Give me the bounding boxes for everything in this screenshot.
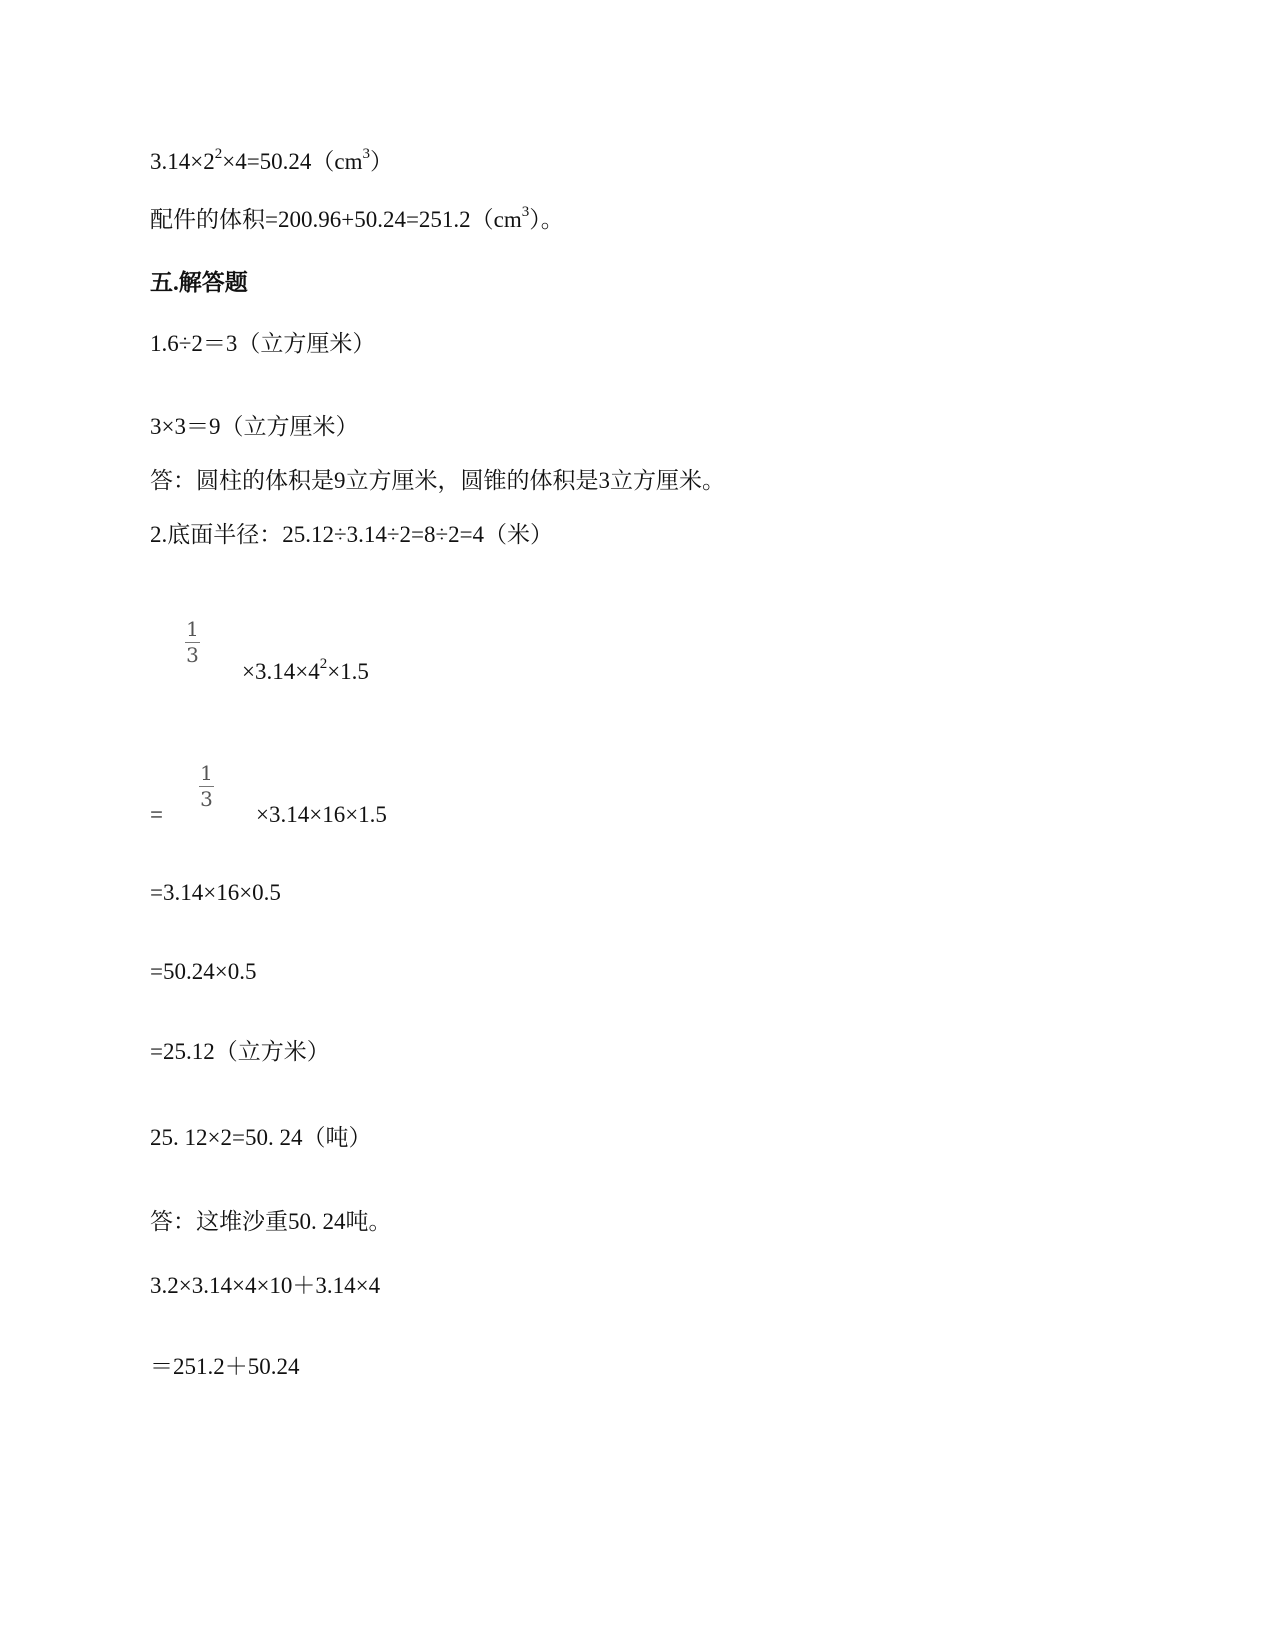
exponent: 2 [319, 656, 328, 673]
formula-text: ×1.5 [327, 659, 369, 684]
fraction-numerator: 1 [200, 761, 213, 785]
formula-text: 3.14×2 [150, 149, 215, 174]
fraction-numerator: 1 [186, 617, 199, 641]
cone-volume-line [242, 658, 369, 686]
cone-volume-step-2: =3.14×16×0.5 [150, 880, 281, 905]
cone-volume-result: =25.12（立方米） [150, 1039, 330, 1064]
radius-line: 2.底面半径：25.12÷3.14÷2=8÷2=4（米） [150, 522, 554, 547]
formula-line-1 [150, 148, 393, 176]
formula-text: ×4=50.24（cm [222, 149, 363, 174]
formula-text: ）。 [529, 207, 564, 232]
fraction-denominator: 3 [186, 643, 199, 667]
cone-volume-step-3: =50.24×0.5 [150, 959, 257, 984]
section-heading: 五.解答题 [150, 270, 248, 295]
equals-sign: = [150, 802, 163, 827]
cone-volume-step-1: ×3.14×16×1.5 [256, 802, 387, 827]
answer-statement-2: 答：这堆沙重50. 24吨。 [150, 1209, 392, 1234]
area-step-line: ＝251.2＋50.24 [150, 1354, 300, 1379]
answer-line-2: 3×3＝9（立方厘米） [150, 414, 359, 439]
formula-text: ） [370, 149, 394, 174]
part-volume-line [150, 206, 564, 234]
fraction-denominator: 3 [200, 787, 213, 811]
exponent: 2 [214, 146, 223, 163]
sand-weight-line: 25. 12×2=50. 24（吨） [150, 1125, 372, 1150]
answer-statement-1: 答：圆柱的体积是9立方厘米，圆锥的体积是3立方厘米。 [150, 468, 725, 493]
exponent: 3 [362, 146, 371, 163]
fraction-one-third [199, 762, 214, 810]
answer-line-1: 1.6÷2＝3（立方厘米） [150, 331, 376, 356]
area-formula-line: 3.2×3.14×4×10＋3.14×4 [150, 1273, 381, 1298]
fraction-one-third [185, 618, 200, 666]
formula-text: ×3.14×4 [242, 659, 320, 684]
exponent: 3 [521, 204, 530, 221]
formula-text: 配件的体积=200.96+50.24=251.2（cm [150, 207, 522, 232]
